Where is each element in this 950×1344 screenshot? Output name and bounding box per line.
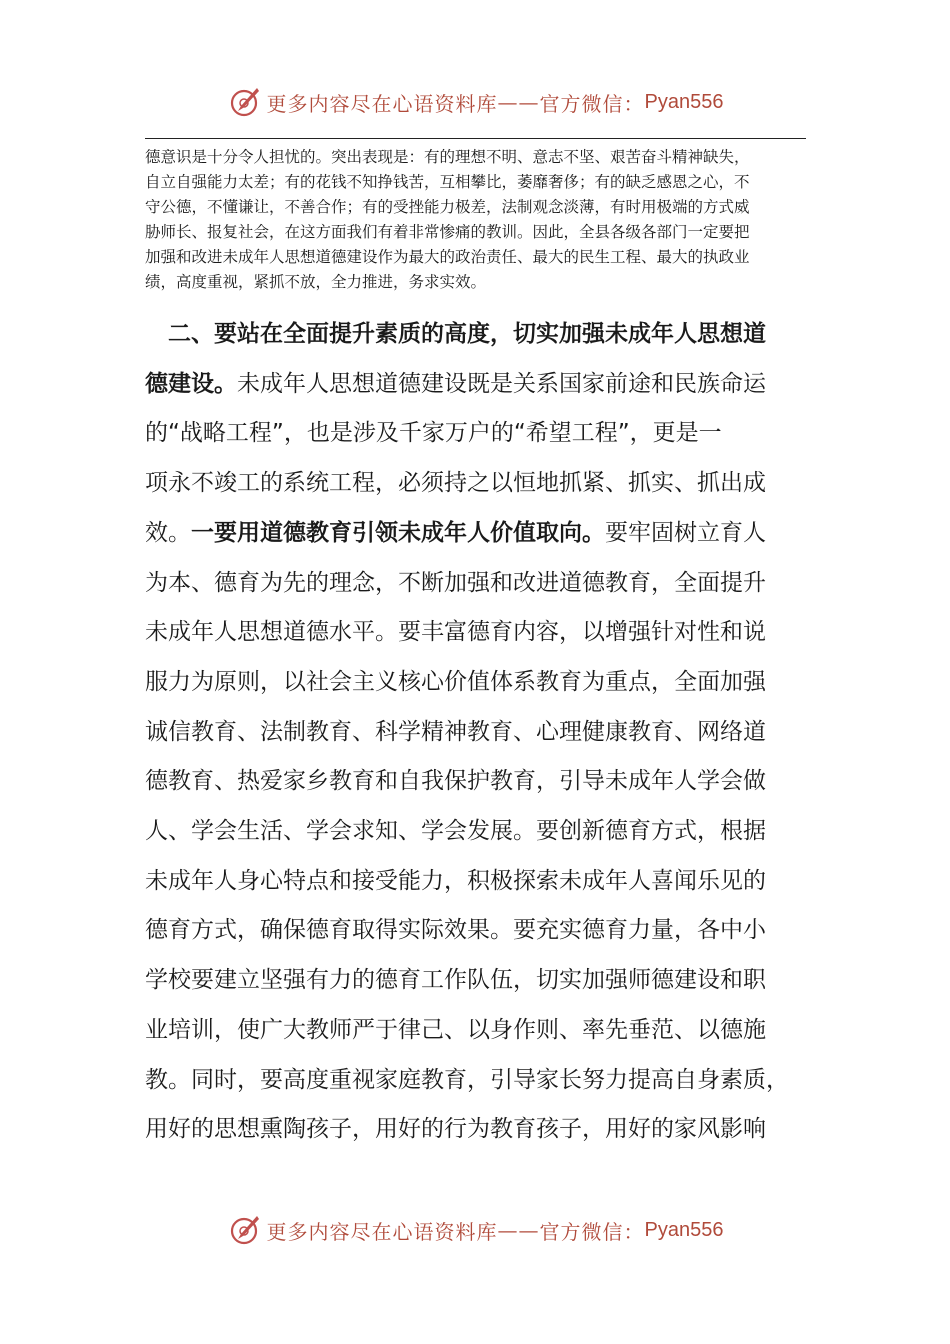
intro-line: 自立自强能力太差；有的花钱不知挣钱苦，互相攀比，萎靡奢侈；有的缺乏感恩之心，不 [145,173,750,191]
intro-line: 守公德，不懂谦让，不善合作；有的受挫能力极差，法制观念淡薄，有时用极端的方式威 [145,198,750,216]
footer-wechat-id: Pyan556 [644,1218,724,1241]
body-line: 未成年人身心特点和接受能力，积极探索未成年人喜闻乐见的 [145,867,766,894]
header-wechat-id: Pyan556 [644,90,724,113]
body-line: 教。同时，要高度重视家庭教育，引导家长努力提高自身素质， [145,1066,789,1093]
intro-line: 德意识是十分令人担忧的。突出表现是：有的理想不明、意志不坚、艰苦奋斗精神缺失， [145,148,750,166]
intro-line: 绩，高度重视，紧抓不放，全力推进，务求实效。 [145,273,487,291]
body-line: 未成年人思想道德水平。要丰富德育内容，以增强针对性和说 [145,619,766,646]
header-banner [0,82,950,122]
body-line [145,509,817,559]
intro-line: 加强和改进未成年人思想道德建设作为最大的政治责任、最大的民生工程、最大的执政业 [145,248,750,266]
body-line: 业培训，使广大教师严于律己、以身作则、率先垂范、以德施 [145,1016,766,1043]
footer-banner [0,1210,950,1250]
body-line: 的“战略工程”，也是涉及千家万户的“希望工程”，更是一 [145,420,722,447]
intro-paragraph [145,145,806,295]
header-wechat-label: 官方微信： [539,91,645,116]
quill-logo-icon [227,1212,263,1248]
header-divider [145,138,806,139]
section-two [145,310,817,1155]
footer-banner-text: 更多内容尽在心语资料库 [266,1219,498,1244]
quill-logo-icon [227,84,263,120]
footer-wechat-label: 官方微信： [539,1219,645,1244]
section-heading: 二、要站在全面提升素质的高度，切实加强未成年人思想道 [145,321,766,347]
subheading-moral-education: 一要用道德教育引领未成年人价值取向。 [191,519,605,546]
body-line: 德育方式，确保德育取得实际效果。要充实德育力量，各中小 [145,917,766,944]
body-line: 人、学会生活、学会求知、学会发展。要创新德育方式，根据 [145,818,766,845]
body-line [145,360,817,410]
body-line: 服力为原则，以社会主义核心价值体系教育为重点，全面加强 [145,668,766,695]
intro-line: 胁师长、报复社会，在这方面我们有着非常惨痛的教训。因此，全县各级各部门一定要把 [145,223,750,241]
header-banner-text: 更多内容尽在心语资料库 [266,91,498,116]
body-text: 效。 [145,519,191,546]
section-heading-end: 德建设。 [145,370,237,397]
body-line: 项永不竣工的系统工程，必须持之以恒地抓紧、抓实、抓出成 [145,470,766,497]
header-separator: —— [497,90,540,114]
body-line: 德教育、热爱家乡教育和自我保护教育，引导未成年人学会做 [145,768,766,795]
body-line: 为本、德育为先的理念，不断加强和改进道德教育，全面提升 [145,569,766,596]
body-text: 未成年人思想道德建设既是关系国家前途和民族命运 [237,370,766,397]
body-line: 用好的思想熏陶孩子，用好的行为教育孩子，用好的家风影响 [145,1116,766,1143]
body-line: 学校要建立坚强有力的德育工作队伍，切实加强师德建设和职 [145,967,766,994]
body-line: 诚信教育、法制教育、科学精神教育、心理健康教育、网络道 [145,718,766,745]
body-text: 要牢固树立育人 [605,519,766,546]
footer-separator: —— [497,1218,540,1242]
